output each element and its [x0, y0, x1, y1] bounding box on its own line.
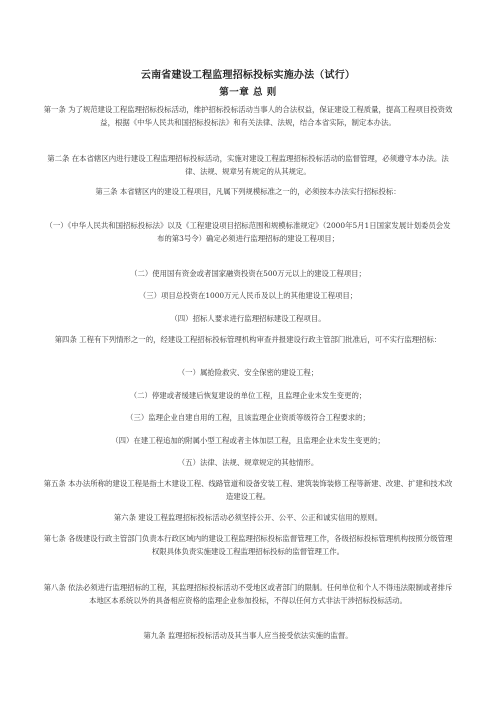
article-4-item-4: （四）在建工程追加的附属小型工程或者主体加层工程，且监理企业未发生变更的；: [111, 436, 385, 445]
article-3: 第三条 本省辖区内的建设工程项目，凡属下列规模标准之一的，必须按本办法实行招标投标：: [95, 187, 401, 196]
article-4-item-2: （二）停建或者缓建后恢复建设的单位工程，且监理企业未发生变更的；: [129, 391, 367, 400]
article-4-item-1: （一）属抢险救灾、安全保密的建设工程；: [177, 368, 319, 377]
article-3-item-1: （一）《中华人民共和国招标投标法》以及《工程建设项目招标范围和规模标准规定》（2000年5月1日国家发展计划委员会发布的第3号令）确定必须进行监理招标的建设工程项目；: [45, 221, 451, 243]
document-title: 云南省建设工程监理招标投标实施办法（试行）: [140, 70, 356, 81]
article-2: 第二条 在本省辖区内进行建设工程监理招标投标活动，实施对建设工程监理招标投标活动的监督管理，必须遵守本办法。法律、法规、规章另有规定的从其规定。: [47, 154, 449, 176]
article-3-item-2: （二）使用国有资金或者国家融资投资在500万元以上的建设工程项目；: [130, 269, 366, 278]
article-4-item-5: （五）法律、法规、规章规定的其他情形。: [177, 458, 319, 467]
article-4-item-3: （三）监理企业自建自用的工程，且该监理企业资质等级符合工程要求的；: [126, 413, 370, 422]
article-3-item-3: （三）项目总投资在1000万元人民币及以上的其他建设工程项目；: [138, 291, 358, 300]
article-1: 第一条 为了规范建设工程监理招标投标活动，维护招标投标活动当事人的合法权益，保证建设工程质量，提高工程项目投资效益，根据《中华人民共和国招标投标法》和有关法律、法规，结合本省实际，制定本办法。: [43, 105, 453, 127]
article-8: 第八条 依法必须进行监理招标的工程，其监理招标投标活动不受地区或者部门的限制。任何单位和个人不得违法限制或者排斥本地区本系统以外的具备相应资格的监理企业参加投标，不得以任何方式非法干涉招标投标活动。: [43, 583, 453, 605]
article-7: 第七条 各级建设行政主管部门负责本行政区域内的建设工程监理招标投标监督管理工作，各级招标投标管理机构按照分级管理权限具体负责实施建设工程监理招标投标的监督管理工作。: [43, 534, 453, 556]
chapter-heading: 第一章 总 则: [219, 87, 277, 98]
article-4: 第四条 工程有下列情形之一的，经建设工程招标投标管理机构审查并报建设行政主管部门批准后，可不实行监理招标：: [54, 335, 442, 344]
article-6: 第六条 建设工程监理招标投标活动必须坚持公开、公平、公正和诚实信用的原则。: [113, 513, 383, 522]
article-9: 第九条 监理招标投标活动及其当事人应当接受依法实施的监督。: [143, 631, 353, 640]
article-5: 第五条 本办法所称的建设工程是指土木建设工程、线路管道和设备安装工程、建筑装饰装修工程等新建、改建、扩建和技术改造建设工程。: [43, 479, 453, 501]
article-3-item-4: （四）招标人要求进行监理招标建设工程项目。: [170, 314, 326, 323]
